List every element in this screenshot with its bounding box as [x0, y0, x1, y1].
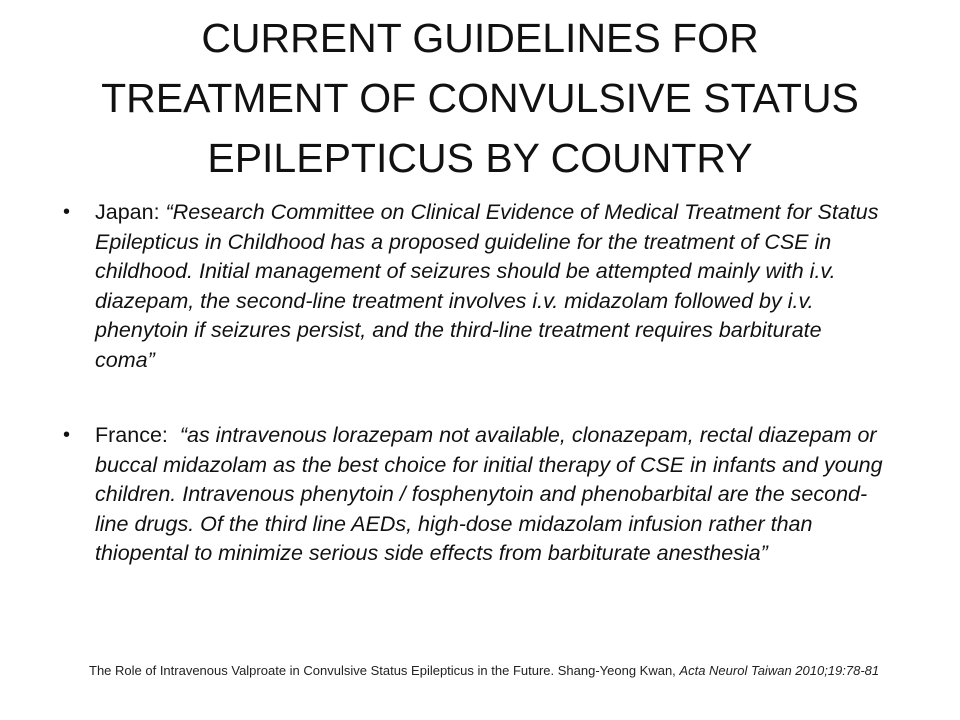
slide-title: [40, 8, 920, 188]
guideline-list: [64, 198, 884, 569]
bullet-icon: •: [63, 424, 71, 446]
citation: [89, 662, 889, 680]
guideline-quote: “as intravenous lorazepam not available, clonazepam, rectal diazepam or buccal midazolam as the best choice for initial therapy of CSE in infants and young children. Intravenous phenytoin / fosphenytoin and phenobarbital are the second-line drugs. Of the third line AEDs, high-dose midazolam infusion rather than thiopental to minimize serious side effects from barbiturate anesthesia”: [95, 423, 883, 565]
title-line: CURRENT GUIDELINES FOR: [201, 15, 759, 61]
bullet-icon: •: [63, 201, 71, 223]
country-label: Japan:: [95, 200, 166, 224]
guideline-item-france: [64, 421, 884, 569]
guideline-quote: “Research Committee on Clinical Evidence of Medical Treatment for Status Epilepticus in Childhood has a proposed guideline for the treatment of CSE in childhood. Initial management of seizures should be attempted mainly with i.v. diazepam, the second-line treatment involves i.v. midazolam followed by i.v. phenytoin if seizures persist, and the third-line treatment requires barbiturate coma”: [95, 200, 879, 372]
title-line: TREATMENT OF CONVULSIVE STATUS: [101, 75, 859, 121]
title-line: EPILEPTICUS BY COUNTRY: [207, 135, 753, 181]
guideline-item-japan: [64, 198, 884, 375]
citation-text: The Role of Intravenous Valproate in Convulsive Status Epilepticus in the Future. Shang-Yeong Kwan,: [89, 663, 680, 678]
country-label: France:: [95, 423, 180, 447]
citation-journal: Acta Neurol Taiwan 2010;19:78-81: [679, 663, 880, 678]
